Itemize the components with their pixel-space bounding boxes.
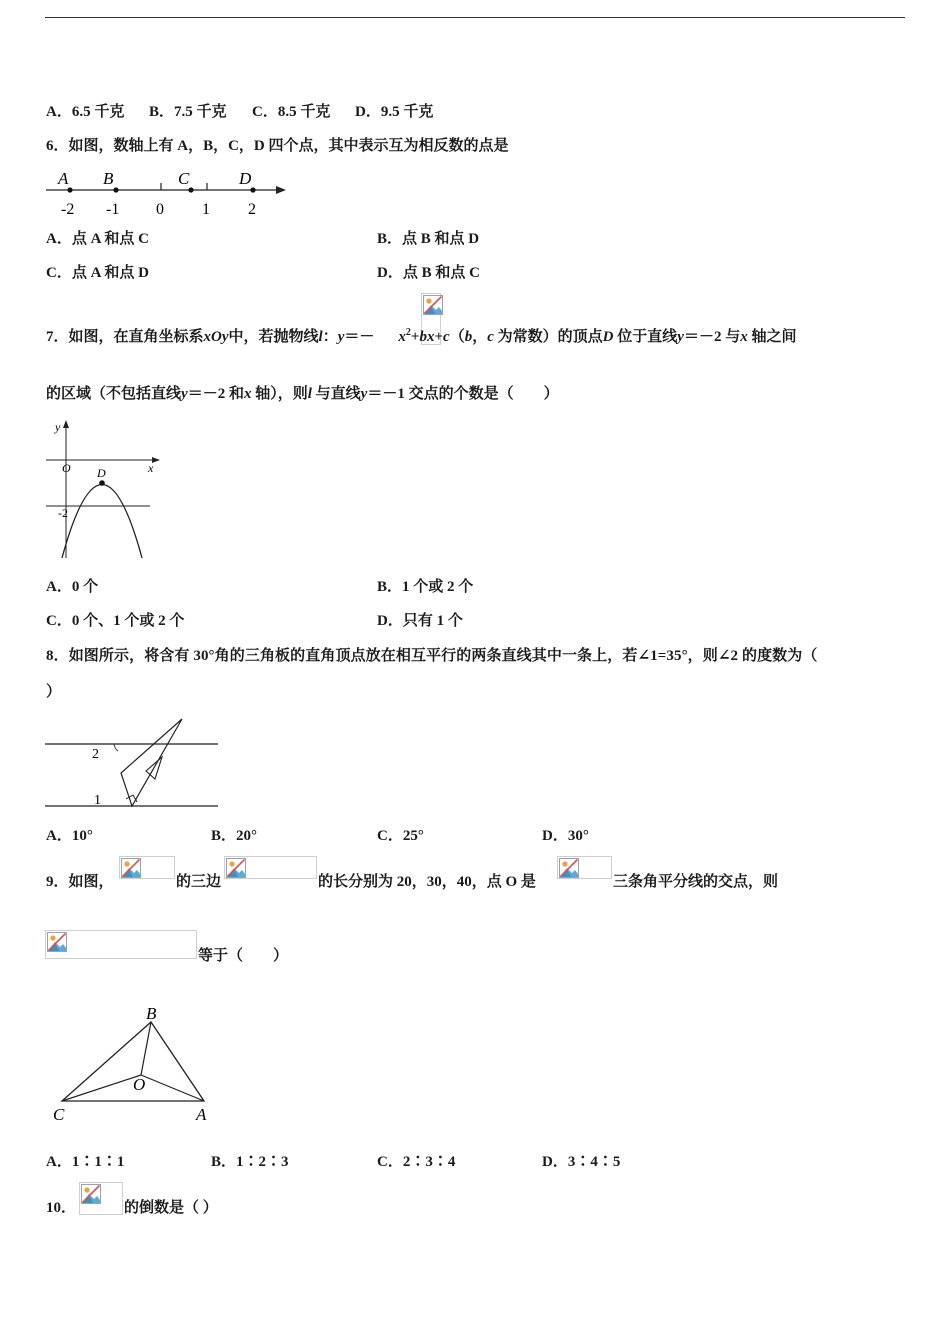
q7-text: （ (449, 329, 465, 345)
vertex-label: D (97, 466, 106, 480)
q7-text: 7．如图，在直角坐标系 (46, 329, 204, 345)
q9-triangle-figure (48, 1000, 216, 1126)
vertex-d (99, 480, 105, 486)
label-a: A (58, 169, 69, 188)
q7-stem-line2 (46, 385, 559, 403)
q7-text: ＝－2 和 (187, 386, 244, 402)
q10-expression-image (79, 1182, 123, 1215)
q5-option-c: C．8.5 千克 (252, 104, 331, 120)
q8-triangle-figure (44, 715, 220, 811)
q7-option-d: D．只有 1 个 (377, 613, 463, 629)
q7-text: 为常数）的顶点 (493, 329, 603, 345)
label-c: C (178, 169, 190, 188)
q7-text: 中，若抛物线 (228, 329, 319, 345)
angle-1-label: 1 (94, 793, 101, 808)
q7-text: ＝－ (344, 329, 375, 345)
q7-var: b (464, 329, 473, 345)
point-b (113, 187, 118, 192)
q7-text: + (410, 329, 420, 345)
q7-var: y (677, 329, 684, 345)
q7-var: c (487, 329, 494, 345)
q5-option-b: B．7.5 千克 (149, 104, 227, 120)
q9-triangle-image-2 (557, 856, 612, 879)
number-line-arrow (276, 186, 286, 194)
q9-ratio-image (45, 930, 197, 959)
q10-stem: 的倒数是（ ） (124, 1200, 218, 1216)
q7-var: D (602, 329, 614, 345)
q7-text: 的区域（不包括直线 (46, 386, 182, 402)
bisector-c (62, 1075, 141, 1101)
q7-var: l (318, 329, 323, 345)
q7-text: 轴之间 (747, 329, 797, 345)
label-b: B (103, 169, 114, 188)
q5-option-a: A．6.5 千克 (46, 104, 125, 120)
q7-var: bx (419, 329, 435, 345)
q7-var: x (243, 386, 252, 402)
broken-image-icon (121, 858, 141, 878)
q7-text: ， (472, 329, 488, 345)
point-d (250, 187, 255, 192)
q6-number-line-figure (40, 166, 295, 220)
q9-stem-part1: 9．如图， (46, 874, 114, 890)
q9-option-c: C．2∶3∶4 (377, 1154, 456, 1170)
set-square-outer (121, 719, 182, 806)
x-axis-label: x (148, 461, 154, 475)
q9-sides-image (224, 856, 317, 879)
broken-image-icon (81, 1184, 101, 1204)
q7-var: y (360, 386, 368, 402)
q7-option-c: C．0 个、1 个或 2 个 (46, 613, 185, 629)
q8-stem-line1: 8．如图所示，将含有 30°角的三角板的直角顶点放在相互平行的两条直线其中一条上，若∠1=35°，则∠2 的度数为（ (46, 648, 818, 664)
label-d: D (239, 169, 252, 188)
header-rule (45, 17, 905, 18)
q7-text: ＝－2 与 (683, 329, 741, 345)
q6-option-d: D．点 B 和点 C (377, 265, 480, 281)
parabola-curve (62, 485, 142, 559)
point-c (188, 187, 193, 192)
q7-var: xOy (203, 329, 229, 345)
broken-image-icon (423, 295, 443, 315)
q7-text: 位于直线 (613, 329, 678, 345)
q8-stem-line2: ） (46, 684, 62, 700)
tick-label-m2: -2 (61, 201, 75, 218)
q8-option-b: B．20° (211, 828, 258, 844)
q6-stem: 6．如图，数轴上有 A，B，C，D 四个点，其中表示互为相反数的点是 (46, 138, 509, 154)
q7-var: y (181, 386, 188, 402)
q9-option-b: B．1∶2∶3 (211, 1154, 289, 1170)
q10-number: 10． (46, 1200, 77, 1216)
q7-var: c (443, 329, 450, 345)
q7-option-b: B．1 个或 2 个 (377, 579, 474, 595)
q7-text: + (434, 329, 444, 345)
point-a (67, 187, 72, 192)
broken-image-icon (559, 858, 579, 878)
tick-label-m1: -1 (106, 201, 120, 218)
q7-option-a: A．0 个 (46, 579, 99, 595)
angle-2-arc (114, 744, 118, 751)
q8-option-a: A．10° (46, 828, 93, 844)
q6-option-c: C．点 A 和点 D (46, 265, 149, 281)
q9-option-a: A．1∶1∶1 (46, 1154, 125, 1170)
tick-label-1: 1 (202, 201, 210, 218)
q7-text: 与直线 (311, 386, 361, 402)
y-axis-label: y (55, 420, 61, 434)
q9-stem-part3: 的长分别为 20，30，40，点 O 是 (318, 874, 536, 890)
broken-image-icon (226, 858, 246, 878)
q6-option-b: B．点 B 和点 D (377, 231, 480, 247)
tick-label-2: 2 (248, 201, 256, 218)
q9-option-d: D．3∶4∶5 (542, 1154, 621, 1170)
q7-text: ＝－1 交点的个数是（ ） (367, 386, 559, 402)
y-axis-arrow (63, 420, 69, 428)
broken-image-icon (47, 932, 67, 952)
q8-option-d: D．30° (542, 828, 589, 844)
q7-var: y (337, 329, 345, 345)
minus-two-label: -2 (58, 506, 68, 520)
q9-stem-part2: 的三边 (176, 874, 222, 890)
q5-option-d: D．9.5 千克 (355, 104, 434, 120)
q9-stem-part5: 等于（ ） (198, 948, 289, 964)
vertex-a-label: A (196, 1105, 207, 1124)
origin-label: O (62, 461, 71, 475)
incenter-o-label: O (133, 1075, 146, 1094)
q9-stem-part4: 三条角平分线的交点，则 (613, 874, 779, 890)
q7-var: l (307, 386, 312, 402)
vertex-c-label: C (53, 1105, 65, 1124)
q7-text: 轴），则 (251, 386, 308, 402)
q7-stem-line1 (46, 324, 796, 346)
tick-label-0: 0 (156, 201, 164, 218)
q7-parabola-figure (44, 417, 164, 559)
q7-var: x (740, 329, 748, 345)
vertex-b-label: B (146, 1004, 157, 1023)
q7-var: x (398, 329, 406, 345)
q7-exponent: 2 (405, 327, 411, 338)
q9-triangle-image (119, 856, 175, 879)
q8-option-c: C．25° (377, 828, 424, 844)
q7-text: ： (322, 329, 338, 345)
q6-option-a: A．点 A 和点 C (46, 231, 149, 247)
angle-2-label: 2 (92, 747, 99, 762)
